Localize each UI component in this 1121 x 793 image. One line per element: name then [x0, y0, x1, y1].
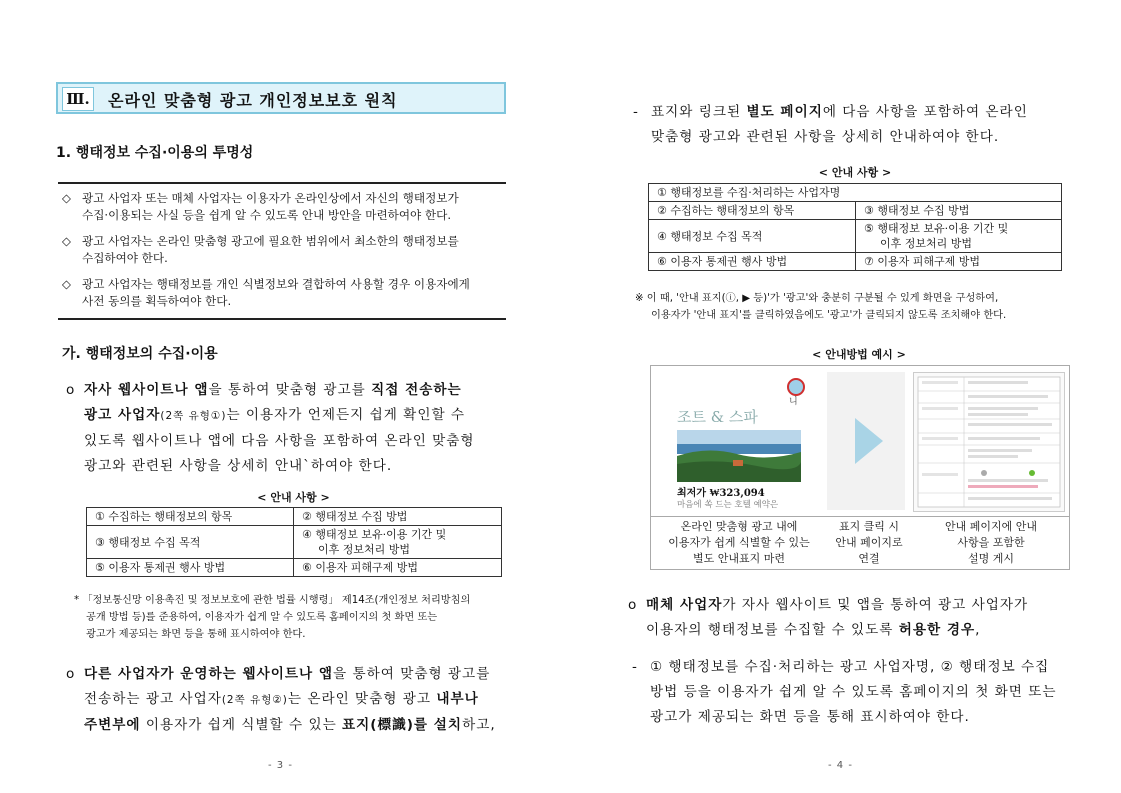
principle-3-line1: 광고 사업자는 행태정보를 개인 식별정보와 결합하여 사용할 경우 이용자에게 — [82, 277, 470, 291]
label-line: 별도 안내표지 마련 — [692, 552, 785, 565]
emph-inside: 내부나 — [436, 691, 479, 707]
para2-text: 이용자가 쉽게 식별할 수 있는 — [140, 717, 343, 733]
table-cell: ⑥ 이용자 피해구제 방법 — [294, 559, 502, 577]
emph-separate-page: 별도 페이지 — [746, 104, 823, 120]
dash-marker: - — [633, 104, 639, 120]
principle-2-line1: 광고 사업자는 온라인 맞춤형 광고에 필요한 범위에서 최소한의 행태정보를 — [82, 234, 459, 248]
diamond-icon: ◇ — [62, 191, 71, 205]
table-row — [87, 508, 502, 526]
label-step-2 — [829, 519, 909, 567]
note-right — [635, 290, 1075, 324]
emph-advertiser: 광고 사업자 — [84, 407, 161, 423]
para1-text: 을 통하여 맞춤형 광고를 — [208, 382, 372, 398]
ad-subtitle: 마음에 쏙 드는 호텔 예약은 — [677, 500, 779, 510]
label-step-1 — [651, 519, 827, 567]
type-ref: (2쪽 유형②) — [221, 694, 288, 706]
para2-text: 전송하는 광고 사업자 — [84, 691, 222, 707]
principle-1-line1: 광고 사업자 또는 매체 사업자는 이용자가 온라인상에서 자신의 행태정보가 — [82, 191, 459, 205]
para3-text: 이용자의 행태정보를 수집할 수 있도록 — [646, 622, 899, 638]
table-cell: ⑤ 이용자 통제권 행사 방법 — [87, 559, 294, 577]
example-caption: < 안내방법 예시 > — [812, 348, 906, 361]
para1-line4: 광고와 관련된 사항을 상세히 안내`하여야 한다. — [84, 458, 393, 474]
label-line: 이용자가 쉽게 식별할 수 있는 — [668, 536, 810, 549]
arrow-box — [827, 372, 905, 510]
ad-price: 최저가 ₩323,094 — [677, 488, 765, 499]
notice-page-thumbnail — [913, 372, 1065, 512]
section-banner — [56, 82, 506, 114]
emph-direct-send: 직접 전송하는 — [371, 382, 462, 398]
intro-text: 표지와 링크된 — [651, 104, 747, 120]
page-number-left: - 3 - — [268, 760, 293, 771]
ad-flag: 니 — [789, 397, 798, 407]
intro-text: 에 다음 사항을 포함하여 온라인 — [822, 104, 1028, 120]
principles-box — [58, 182, 506, 320]
paragraph-third-party-advertiser — [66, 662, 511, 742]
para1-text: 는 이용자가 언제든지 쉽게 확인할 수 — [226, 407, 466, 423]
footnote-line2: 공개 방법 등)를 준용하여, 이용자가 쉽게 알 수 있도록 홈페이지의 첫 화면 또는 — [86, 612, 438, 623]
table-row — [649, 220, 1062, 253]
page-number-right: - 4 - — [828, 760, 853, 771]
ad-photo — [677, 430, 801, 482]
table-cell-line: ⑤ 행태정보 보유·이용 기간 및 — [864, 222, 1009, 235]
info-table-left — [86, 507, 502, 577]
para4-line2: 방법 등을 이용자가 쉽게 알 수 있도록 홈페이지의 첫 화면 또는 — [650, 684, 1057, 700]
para2-text: 을 통하여 맞춤형 광고를 — [333, 666, 491, 682]
emph-install-mark: 표지(標識)를 설치 — [342, 717, 463, 733]
table-cell: ④ 행태정보 수집 목적 — [649, 220, 856, 253]
footnote-left — [74, 592, 514, 643]
note-line1: ※ 이 때, '안내 표지(ⓘ, ▶ 등)'가 '광고'와 충분히 구분될 수 있게 화면을 구성하여, — [635, 293, 999, 304]
para3-text: , — [975, 622, 981, 638]
section-title: 온라인 맞춤형 광고 개인정보보호 원칙 — [108, 91, 398, 110]
diamond-icon: ◇ — [62, 277, 71, 291]
table-cell: ② 수집하는 행태정보의 항목 — [649, 202, 856, 220]
emph-around: 주변부에 — [84, 717, 141, 733]
table-cell-line: 이후 정보처리 방법 — [880, 237, 973, 250]
table-cell-line: 이후 정보처리 방법 — [318, 543, 411, 556]
table-cell — [856, 220, 1062, 253]
footnote-line3: 광고가 제공되는 화면 등을 통해 표시하여야 한다. — [86, 629, 306, 640]
paragraph-display-requirement — [632, 655, 1077, 735]
table-cell — [294, 526, 502, 559]
table-caption-right: < 안내 사항 > — [818, 166, 892, 179]
right-arrow-icon — [827, 372, 905, 510]
para1-line3: 있도록 웹사이트나 앱에 다음 사항을 포함하여 온라인 맞춤형 — [84, 433, 475, 449]
notice-page-preview — [914, 373, 1064, 511]
emph-other-site: 다른 사업자가 운영하는 웹사이트나 앱 — [84, 666, 334, 682]
table-cell: ③ 행태정보 수집 방법 — [856, 202, 1062, 220]
type-ref: (2쪽 유형①) — [160, 410, 227, 422]
heading-transparency: 1. 행태정보 수집·이용의 투명성 — [56, 145, 254, 161]
note-line2: 이용자가 '안내 표지'를 클릭하였음에도 '광고'가 클릭되지 않도록 조치해야 한다. — [651, 310, 1007, 321]
principle-2-line2: 수집하여야 한다. — [82, 251, 168, 265]
emph-allowed: 허용한 경우 — [898, 622, 976, 638]
label-line: 안내 페이지에 안내 — [944, 520, 1037, 533]
bullet-o: o — [66, 666, 76, 682]
footnote-line1: * 「정보통신망 이용촉진 및 정보보호에 관한 법률 시행령」 제14조(개인정보 처리방침의 — [74, 595, 471, 606]
table-row — [87, 526, 502, 559]
ad-title: 조트 & 스파 — [677, 408, 758, 426]
table-cell: ⑥ 이용자 통제권 행사 방법 — [649, 253, 856, 271]
bullet-o: o — [66, 382, 76, 398]
intro-line2: 맞춤형 광고와 관련된 사항을 상세히 안내하여야 한다. — [651, 129, 1000, 145]
diamond-icon: ◇ — [62, 234, 71, 248]
label-line: 사항을 포함한 — [957, 536, 1025, 549]
table-row — [649, 202, 1062, 220]
label-line: 연결 — [858, 552, 880, 565]
label-line: 온라인 맞춤형 광고 내에 — [680, 520, 798, 533]
table-cell: ⑦ 이용자 피해구제 방법 — [856, 253, 1062, 271]
label-step-3 — [913, 519, 1069, 567]
emph-own-site: 자사 웹사이트나 앱 — [84, 382, 209, 398]
heading-collection-use: 가. 행태정보의 수집·이용 — [62, 346, 218, 362]
para2-text: 하고, — [462, 717, 496, 733]
section-number: Ⅲ. — [62, 87, 94, 111]
table-row — [649, 253, 1062, 271]
para4-line3: 광고가 제공되는 화면 등을 통해 표시하여야 한다. — [650, 709, 970, 725]
example-panel — [650, 365, 1070, 517]
bullet-o: o — [628, 597, 638, 613]
label-line: 설명 게시 — [967, 552, 1014, 565]
table-cell: ③ 행태정보 수집 목적 — [87, 526, 294, 559]
paragraph-separate-page — [633, 100, 1073, 150]
info-table-right — [648, 183, 1062, 271]
dash-marker: - — [632, 659, 638, 675]
table-cell: ① 행태정보를 수집·처리하는 사업자명 — [649, 184, 1062, 202]
para4-line1: ① 행태정보를 수집·처리하는 광고 사업자명, ② 행태정보 수집 — [650, 659, 1050, 675]
para3-text: 가 자사 웹사이트 및 앱을 통하여 광고 사업자가 — [722, 597, 1029, 613]
principle-1-line2: 수집·이용되는 사실 등을 쉽게 알 수 있도록 안내 방안을 마련하여야 한다. — [82, 208, 452, 222]
principle-3-line2: 사전 동의를 획득하여야 한다. — [82, 294, 232, 308]
ad-thumbnail — [657, 372, 821, 510]
para2-text: 는 온라인 맞춤형 광고 — [287, 691, 437, 707]
table-cell: ② 행태정보 수집 방법 — [294, 508, 502, 526]
table-row — [649, 184, 1062, 202]
example-labels — [650, 517, 1070, 570]
table-cell-line: ④ 행태정보 보유·이용 기간 및 — [302, 528, 447, 541]
table-row — [87, 559, 502, 577]
table-cell: ① 수집하는 행태정보의 항목 — [87, 508, 294, 526]
emph-media-operator: 매체 사업자 — [646, 597, 723, 613]
table-caption-left: < 안내 사항 > — [257, 491, 330, 504]
paragraph-direct-advertiser — [66, 378, 511, 478]
label-line: 표지 클릭 시 — [838, 520, 900, 533]
label-line: 안내 페이지로 — [835, 536, 903, 549]
paragraph-media-operator — [628, 593, 1073, 643]
